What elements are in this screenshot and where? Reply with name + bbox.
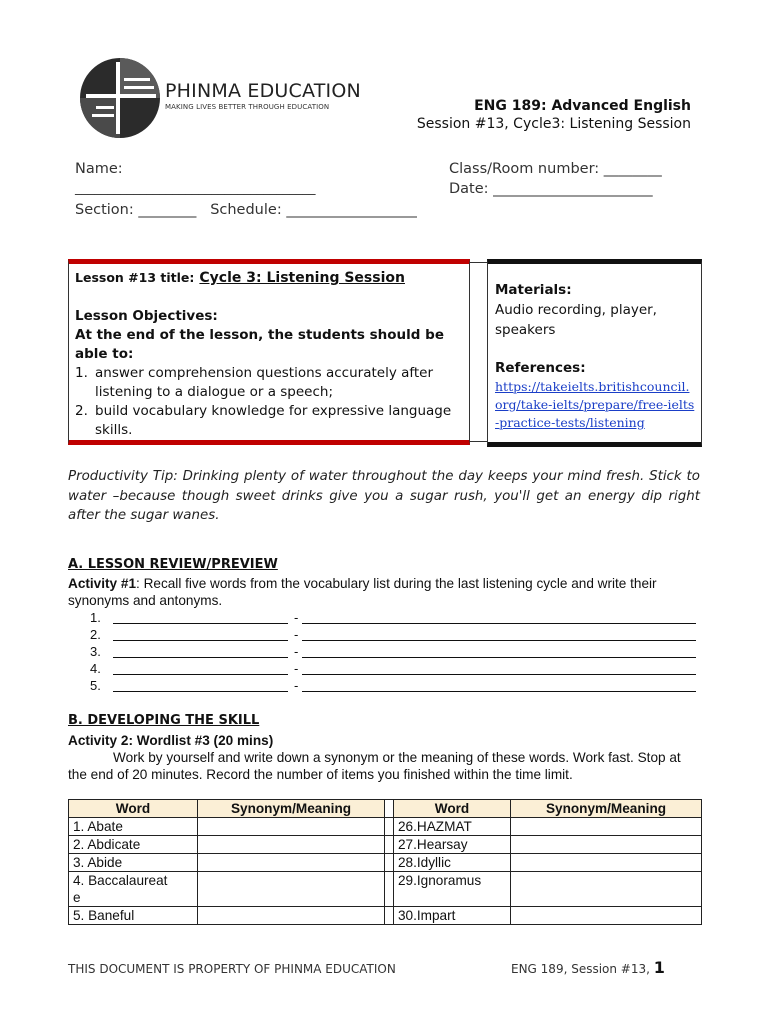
box-separator xyxy=(470,262,487,442)
word-cell: 4. Baccalaureat e xyxy=(69,872,198,907)
word-cell: 5. Baneful xyxy=(69,907,198,925)
table-gap xyxy=(385,800,394,818)
answer-row: 3. - xyxy=(0,644,768,661)
activity-1-instructions: : Recall five words from the vocabulary list during the last listening cycle and write their synonyms and antonyms. xyxy=(68,576,657,608)
synonym-antonym-blank[interactable] xyxy=(302,627,696,641)
answer-cell[interactable] xyxy=(511,872,702,907)
phinma-logo-icon xyxy=(78,56,162,140)
answer-cell[interactable] xyxy=(198,907,385,925)
word-cell: 1. Abate xyxy=(69,818,198,836)
synonym-antonym-blank[interactable] xyxy=(302,644,696,658)
answer-cell[interactable] xyxy=(511,854,702,872)
objective-item: 1. answer comprehension questions accurately after listening to a dialogue or a speech; xyxy=(75,365,434,400)
activity-2-instructions: Work by yourself and write down a synonym or the meaning of these words. Work fast. Stop at the end of 20 minutes. Record the number of items you finished within the time limit. xyxy=(68,750,681,782)
table-row xyxy=(69,872,702,907)
course-title: ENG 189: Advanced English xyxy=(474,98,691,114)
table-gap xyxy=(385,836,394,854)
word-blank[interactable] xyxy=(113,678,288,692)
word-blank[interactable] xyxy=(113,644,288,658)
page-number: 1 xyxy=(653,958,665,977)
activity-2-title: Activity 2: Wordlist #3 (20 mins) xyxy=(68,733,274,748)
section-a-heading: A. LESSON REVIEW/PREVIEW xyxy=(68,557,278,572)
footer-page-info xyxy=(511,958,665,977)
answer-cell[interactable] xyxy=(511,907,702,925)
objectives-heading: Lesson Objectives: xyxy=(75,308,218,324)
name-field[interactable]: _____________________________________ xyxy=(75,181,316,196)
word-blank[interactable] xyxy=(113,627,288,641)
productivity-tip: Productivity Tip: Drinking plenty of water throughout the day keeps your mind fresh. Stick to water –because though sweet drinks give you a sugar rush, you'll get an energy dip right after the sugar wanes. xyxy=(68,469,700,523)
brand-name: PHINMA EDUCATION xyxy=(165,80,361,102)
lesson-title-label: Lesson #13 title: xyxy=(75,270,195,285)
word-cell: 27.Hearsay xyxy=(394,836,511,854)
col-header-word: Word xyxy=(69,800,198,818)
name-label: Name: xyxy=(75,161,123,177)
word-cell: 28.Idyllic xyxy=(394,854,511,872)
footer-property-notice: THIS DOCUMENT IS PROPERTY OF PHINMA EDUCATION xyxy=(68,962,396,976)
section-b-heading: B. DEVELOPING THE SKILL xyxy=(68,713,260,728)
class-room-field[interactable]: Class/Room number: ________ xyxy=(449,161,662,177)
references-heading: References: xyxy=(495,360,586,376)
answer-cell[interactable] xyxy=(511,818,702,836)
answer-row: 2. - xyxy=(0,627,768,644)
answer-cell[interactable] xyxy=(198,872,385,907)
table-gap xyxy=(385,818,394,836)
section-schedule-field[interactable]: Section: ________ Schedule: __________________ xyxy=(75,202,417,218)
objectives-intro: At the end of the lesson, the students should be able to: xyxy=(75,327,444,362)
date-field[interactable]: Date: ______________________ xyxy=(449,181,653,197)
synonym-antonym-blank[interactable] xyxy=(302,610,696,624)
table-row xyxy=(69,854,702,872)
objective-item: 2. build vocabulary knowledge for expressive language skills. xyxy=(75,403,452,438)
materials-heading: Materials: xyxy=(495,282,572,298)
answer-row: 5. - xyxy=(0,678,768,695)
objectives-list xyxy=(75,364,467,440)
answer-cell[interactable] xyxy=(511,836,702,854)
reference-link[interactable]: https://takeielts.britishcouncil.org/take-ielts/prepare/free-ielts-practice-tests/listening xyxy=(495,379,695,430)
footer-session: ENG 189, Session #13, xyxy=(511,962,650,976)
brand-tagline: MAKING LIVES BETTER THROUGH EDUCATION xyxy=(165,103,330,111)
word-cell: 3. Abide xyxy=(69,854,198,872)
table-header-row xyxy=(69,800,702,818)
wordlist-table xyxy=(68,799,702,925)
table-gap xyxy=(385,872,394,907)
materials-text: Audio recording, player, speakers xyxy=(495,302,657,338)
word-cell: 26.HAZMAT xyxy=(394,818,511,836)
table-row xyxy=(69,836,702,854)
lesson-content xyxy=(75,268,467,440)
synonym-antonym-blank[interactable] xyxy=(302,661,696,675)
col-header-word: Word xyxy=(394,800,511,818)
word-cell: 30.Impart xyxy=(394,907,511,925)
synonym-antonym-blank[interactable] xyxy=(302,678,696,692)
materials-content xyxy=(495,280,695,432)
lesson-title: Cycle 3: Listening Session xyxy=(199,270,405,286)
col-header-synonym: Synonym/Meaning xyxy=(511,800,702,818)
word-cell: 29.Ignoramus xyxy=(394,872,511,907)
table-row xyxy=(69,907,702,925)
answer-row: 4. - xyxy=(0,661,768,678)
table-gap xyxy=(385,854,394,872)
activity-1-label: Activity #1 xyxy=(68,576,137,591)
answer-cell[interactable] xyxy=(198,836,385,854)
table-row xyxy=(69,818,702,836)
course-subtitle: Session #13, Cycle3: Listening Session xyxy=(416,116,691,132)
activity-1-text xyxy=(68,575,702,609)
col-header-synonym: Synonym/Meaning xyxy=(198,800,385,818)
answer-row: 1. - xyxy=(0,610,768,627)
word-blank[interactable] xyxy=(113,661,288,675)
table-gap xyxy=(385,907,394,925)
answer-cell[interactable] xyxy=(198,854,385,872)
word-blank[interactable] xyxy=(113,610,288,624)
answer-cell[interactable] xyxy=(198,818,385,836)
word-cell: 2. Abdicate xyxy=(69,836,198,854)
